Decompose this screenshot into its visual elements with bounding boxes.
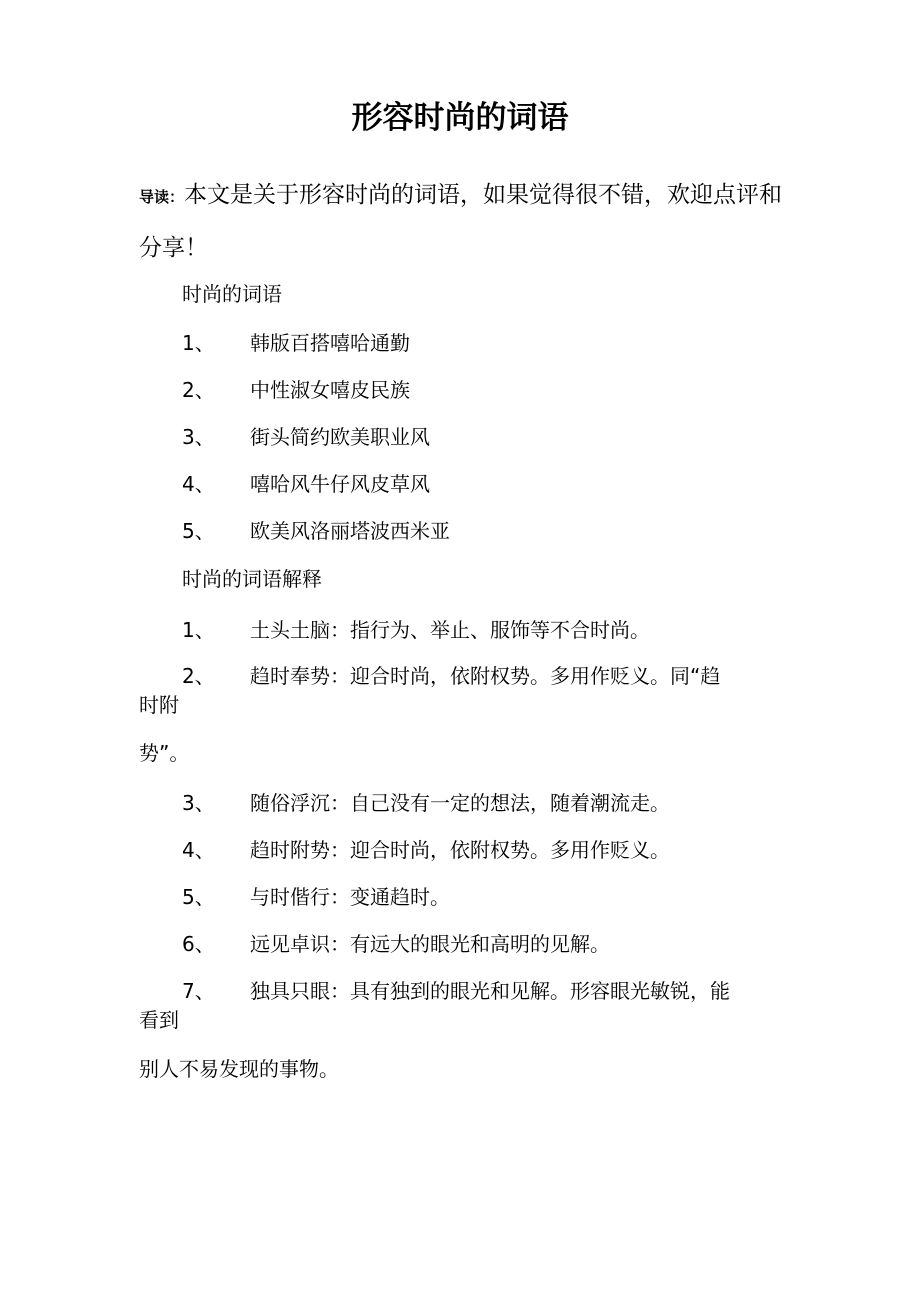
list-item [182, 328, 410, 358]
item-number: 6、 [182, 932, 215, 956]
intro-paragraph [139, 170, 799, 274]
item-text: 欧美风洛丽塔波西米亚 [250, 519, 450, 543]
item-number: 2、 [182, 378, 215, 402]
definition-item [182, 615, 650, 645]
item-number: 5、 [182, 519, 215, 543]
item-number: 1、 [182, 618, 215, 642]
intro-lead: 导读： [139, 188, 185, 206]
section-heading-explanations: 时尚的词语解释 [182, 567, 322, 591]
item-text: 街头简约欧美职业风 [250, 425, 430, 449]
item-text: 独具只眼：具有独到的眼光和见解。形容眼光敏锐，能 [250, 979, 730, 1003]
item-text: 与时偕行：变通趋时。 [250, 885, 450, 909]
item-text: 韩版百搭嘻哈通勤 [250, 331, 410, 355]
item-wrap-text: 看到 [139, 1008, 179, 1032]
item-continuation-text: 别人不易发现的事物。 [139, 1057, 339, 1081]
item-number: 4、 [182, 472, 215, 496]
item-text: 随俗浮沉：自己没有一定的想法，随着潮流走。 [250, 791, 670, 815]
definition-item [182, 882, 450, 912]
item-number: 5、 [182, 885, 215, 909]
definition-item [182, 661, 720, 691]
list-item [182, 516, 450, 546]
item-continuation-text: 势”。 [139, 741, 190, 765]
item-number: 1、 [182, 331, 215, 355]
item-text: 嘻哈风牛仔风皮草风 [250, 472, 430, 496]
list-item [182, 469, 430, 499]
list-item [182, 422, 430, 452]
item-text: 土头土脑：指行为、举止、服饰等不合时尚。 [250, 618, 650, 642]
definition-item [182, 929, 610, 959]
item-text: 中性淑女嘻皮民族 [250, 378, 410, 402]
definition-item [182, 976, 730, 1006]
definition-item [182, 835, 670, 865]
item-text: 趋时附势：迎合时尚，依附权势。多用作贬义。 [250, 838, 670, 862]
section-heading-words: 时尚的词语 [182, 282, 282, 306]
item-number: 3、 [182, 791, 215, 815]
item-number: 3、 [182, 425, 215, 449]
item-number: 7、 [182, 979, 215, 1003]
item-number: 2、 [182, 664, 215, 688]
item-wrap-text: 时附 [139, 693, 179, 717]
list-item [182, 375, 410, 405]
item-text: 趋时奉势：迎合时尚，依附权势。多用作贬义。同“趋 [250, 664, 721, 688]
intro-text: 本文是关于形容时尚的词语，如果觉得很不错，欢迎点评和分享！ [139, 182, 783, 261]
document-title: 形容时尚的词语 [351, 100, 569, 136]
item-number: 4、 [182, 838, 215, 862]
definition-item [182, 788, 670, 818]
item-text: 远见卓识：有远大的眼光和高明的见解。 [250, 932, 610, 956]
